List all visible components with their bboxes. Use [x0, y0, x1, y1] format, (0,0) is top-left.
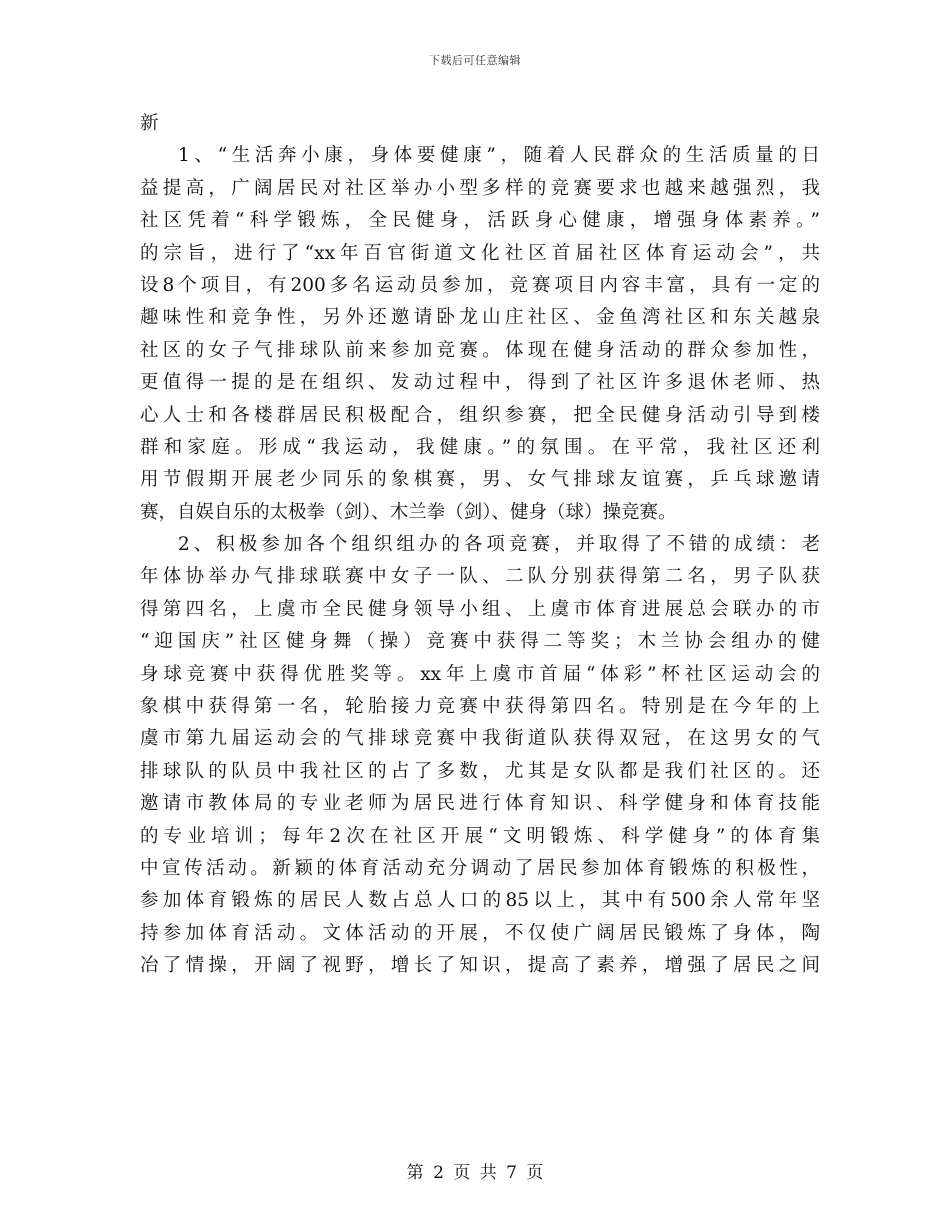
text-line: 冶了情操，开阔了视野，增长了知识，提高了素养，增强了居民之间	[140, 955, 820, 977]
text-line: 得第四名，上虞市全民健身领导小组、上虞市体育进展总会联办的市	[140, 598, 820, 620]
text-line: 趣味性和竞争性，另外还邀请卧龙山庄社区、金鱼湾社区和东关越泉	[140, 307, 820, 329]
text-line: 排球队的队员中我社区的占了多数，尤其是女队都是我们社区的。还	[140, 760, 820, 782]
text-line: 的专业培训；每年2次在社区开展“文明锻炼、科学健身”的体育集	[140, 825, 820, 847]
page-header: 下载后可任意编辑	[429, 54, 521, 67]
text-line: 的宗旨，进行了“xx年百官街道文化社区首届社区体育运动会”，共	[140, 242, 820, 264]
text-line: 邀请市教体局的专业老师为居民进行体育知识、科学健身和体育技能	[140, 793, 820, 815]
text-line: 更值得一提的是在组织、发动过程中，得到了社区许多退休老师、热	[140, 372, 820, 394]
text-line: 设8个项目，有200多名运动员参加，竞赛项目内容丰富，具有一定的	[140, 274, 820, 296]
text-line: 虞市第九届运动会的气排球竞赛中我街道队获得双冠，在这男女的气	[140, 728, 820, 750]
text-line: 心人士和各楼群居民积极配合，组织参赛，把全民健身活动引导到楼	[140, 404, 820, 426]
text-line: 中宣传活动。新颖的体育活动充分调动了居民参加体育锻炼的积极性，	[140, 857, 820, 879]
text-line: 社区凭着“科学锻炼，全民健身，活跃身心健康，增强身体素养。”	[140, 210, 820, 232]
text-line: 赛，自娱自乐的太极拳（剑）、木兰拳（剑）、健身（球）操竞赛。	[140, 501, 677, 523]
text-line: 参加体育锻炼的居民人数占总人口的85以上，其中有500余人常年坚	[140, 890, 820, 912]
text-line: 持参加体育活动。文体活动的开展，不仅使广阔居民锻炼了身体，陶	[140, 922, 820, 944]
text-line: 年体协举办气排球联赛中女子一队、二队分别获得第二名，男子队获	[140, 566, 820, 588]
text-line: 用节假期开展老少同乐的象棋赛，男、女气排球友谊赛，乒乓球邀请	[140, 469, 820, 491]
text-line: 象棋中获得第一名，轮胎接力竞赛中获得第四名。特别是在今年的上	[140, 696, 820, 718]
text-line: 社区的女子气排球队前来参加竞赛。体现在健身活动的群众参加性，	[140, 339, 820, 361]
document-body	[140, 108, 820, 983]
text-line: 身球竞赛中获得优胜奖等。xx年上虞市首届“体彩”杯社区运动会的	[140, 663, 820, 685]
paragraph-1-start: 1、“生活奔小康，身体要健康”，随着人民群众的生活质量的日	[178, 145, 820, 167]
page-number-footer: 第 2 页 共 7 页	[406, 1163, 544, 1183]
text-line: “迎国庆”社区健身舞（操）竞赛中获得二等奖；木兰协会组办的健	[140, 631, 820, 653]
text-line: 益提高，广阔居民对社区举办小型多样的竞赛要求也越来越强烈，我	[140, 177, 820, 199]
paragraph-2-start: 2、积极参加各个组织组办的各项竞赛，并取得了不错的成绩：老	[178, 534, 820, 556]
text-line: 新	[140, 113, 159, 134]
text-line: 群和家庭。形成“我运动，我健康。”的氛围。在平常，我社区还利	[140, 436, 820, 458]
